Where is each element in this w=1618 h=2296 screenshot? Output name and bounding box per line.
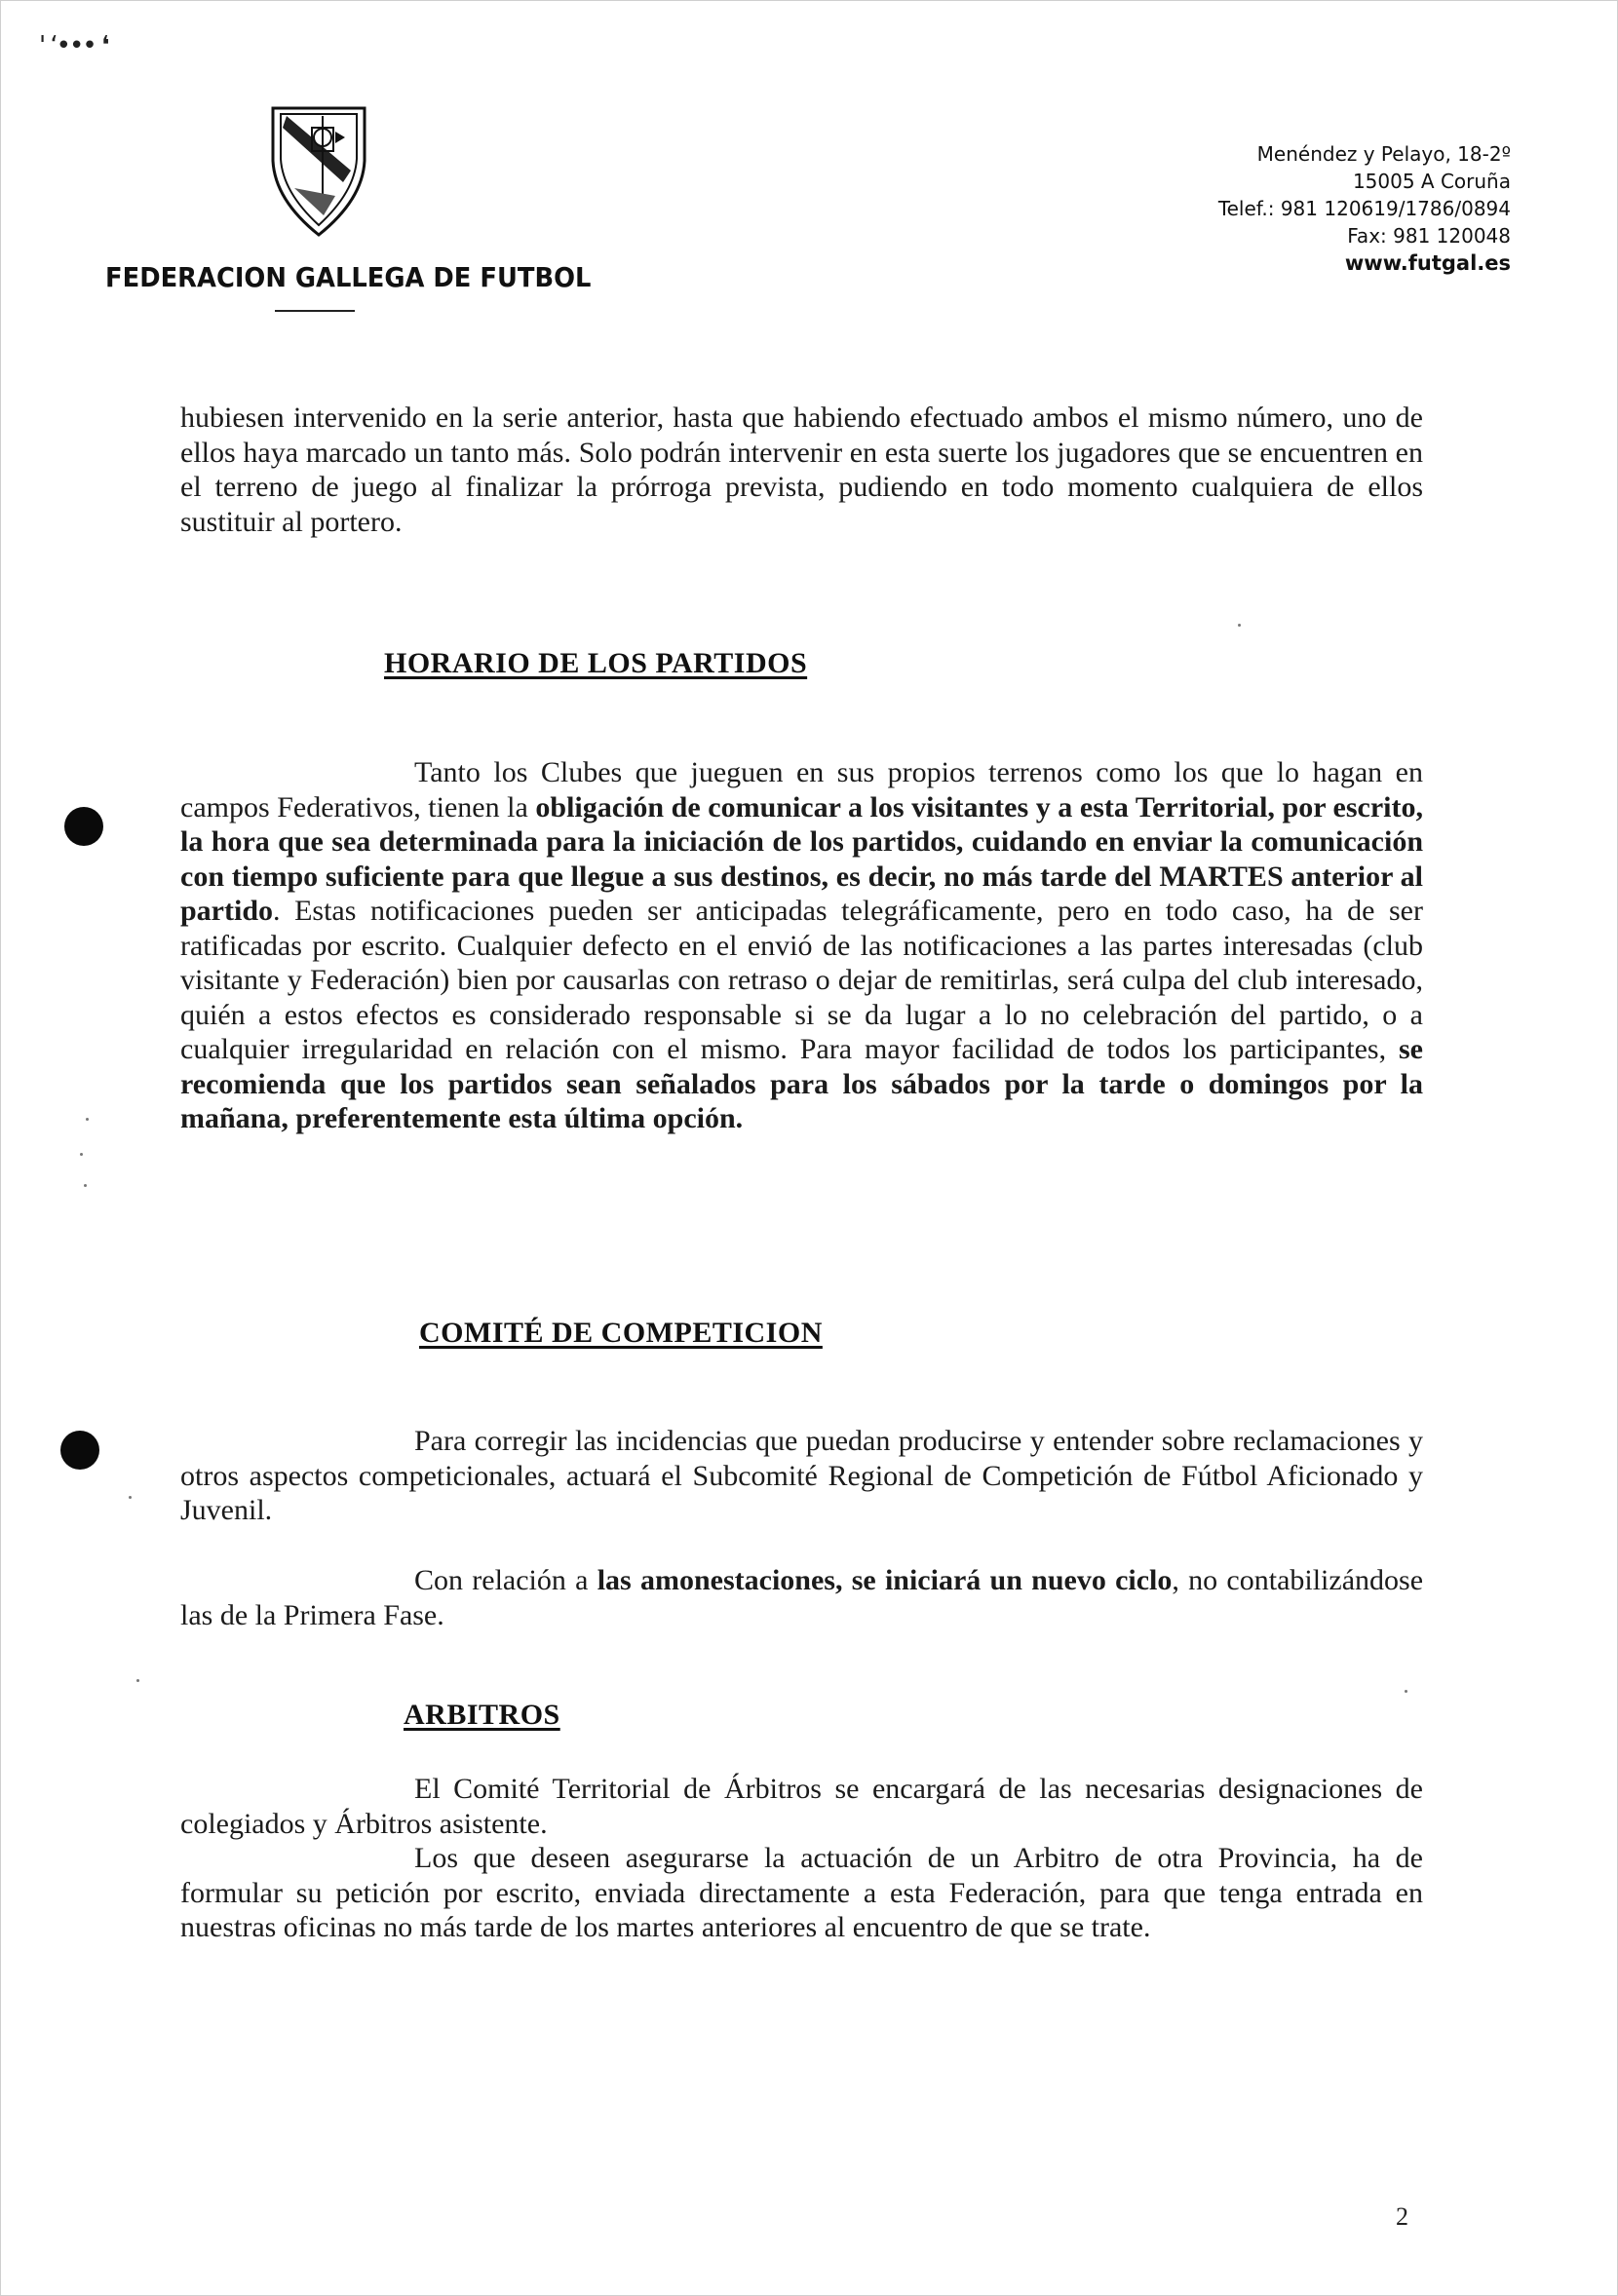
scan-speck	[136, 1679, 139, 1682]
address-line-street: Menéndez y Pelayo, 18-2º	[1256, 142, 1511, 166]
scan-speck	[1238, 624, 1241, 627]
address-line-city: 15005 A Coruña	[1352, 170, 1511, 193]
intro-paragraph	[180, 401, 1423, 539]
horario-text-1: Tanto los Clubes que jueguen en sus propios terrenos como los que lo hagan en campos Federativos, tienen la	[180, 756, 1423, 823]
arbitros-paragraph-1	[180, 1772, 1423, 1841]
scan-speck	[80, 1153, 83, 1156]
heading-arbitros: ARBITROS	[404, 1699, 560, 1731]
heading-horario: HORARIO DE LOS PARTIDOS	[384, 647, 808, 679]
arbitros-text-2: Los que deseen asegurarse la actuación de un Arbitro de otra Provincia, ha de formular su petición por escrito, enviada directamente a esta Federación, para que tenga entrada en nuestras oficinas no más tarde de los martes anteriores al encuentro de que se trate.	[180, 1842, 1423, 1943]
scan-mark: ' ‘••• ❛	[39, 31, 108, 60]
comite-text-2b: , no contabilizándose las de la Primera Fase.	[180, 1564, 1424, 1631]
federation-crest-logo	[265, 102, 372, 239]
scan-speck	[129, 1496, 132, 1499]
federation-name: FEDERACION GALLEGA DE FUTBOL	[105, 261, 592, 293]
comite-paragraph-1	[180, 1424, 1423, 1528]
horario-bold-2: se recomienda que los partidos sean señalados para los sábados por la tarde o domingos por la mañana, preferentemente esta última opción.	[180, 1033, 1423, 1134]
comite-text-2a: Con relación a	[414, 1564, 597, 1596]
scan-speck	[1405, 1690, 1407, 1693]
website-link[interactable]: www.futgal.es	[1344, 251, 1511, 275]
horario-bold-1: obligación de comunicar a los visitantes y a esta Territorial, por escrito, la hora que sea determinada para la iniciación de los partidos, cuidando en enviar la comunicación con tiempo suficiente para que llegue a sus destinos, es decir, no más tarde del MARTES anterior al partido	[180, 790, 1423, 927]
bullet-marker	[64, 807, 103, 846]
scan-speck	[84, 1184, 87, 1187]
federation-name-rule	[275, 310, 355, 312]
horario-paragraph	[180, 755, 1423, 1136]
comite-text-1: Para corregir las incidencias que puedan producirse y entender sobre reclamaciones y otros aspectos competicionales, actuará el Subcomité Regional de Competición de Fútbol Aficionado y Juvenil.	[180, 1425, 1423, 1526]
comite-paragraph-2	[180, 1563, 1423, 1632]
arbitros-text-1: El Comité Territorial de Árbitros se encargará de las necesarias designaciones de colegiados y Árbitros asistente.	[180, 1773, 1423, 1840]
intro-text: hubiesen intervenido en la serie anterior, hasta que habiendo efectuado ambos el mismo número, uno de ellos haya marcado un tanto más. Solo podrán intervenir en esta suerte los jugadores que se encuentren en el terreno de juego al finalizar la prórroga prevista, pudiendo en todo momento cualquiera de ellos sustituir al portero.	[180, 402, 1423, 538]
address-line-phone: Telef.: 981 120619/1786/0894	[1217, 197, 1511, 220]
bullet-marker	[60, 1431, 99, 1470]
comite-bold: las amonestaciones, se iniciará un nuevo ciclo	[597, 1564, 1173, 1596]
arbitros-paragraph-2	[180, 1841, 1423, 1945]
scan-speck	[86, 1118, 89, 1121]
address-line-fax: Fax: 981 120048	[1347, 224, 1511, 248]
address-block	[1101, 140, 1511, 277]
horario-text-2: . Estas notificaciones pueden ser anticipadas telegráficamente, pero en todo caso, ha de ser ratificadas por escrito. Cualquier defecto en el envió de las notificaciones a las partes interesadas (club visitante y Federación) bien por causarlas con retraso o dejar de remitirlas, será culpa del club interesado, quién a estos efectos es considerado responsable si se da lugar a lo no celebración del partido, o a cualquier irregularidad en relación con el mismo. Para mayor facilidad de todos los participantes,	[180, 895, 1423, 1065]
heading-comite: COMITÉ DE COMPETICION	[419, 1317, 823, 1349]
page-number: 2	[1396, 2202, 1408, 2231]
